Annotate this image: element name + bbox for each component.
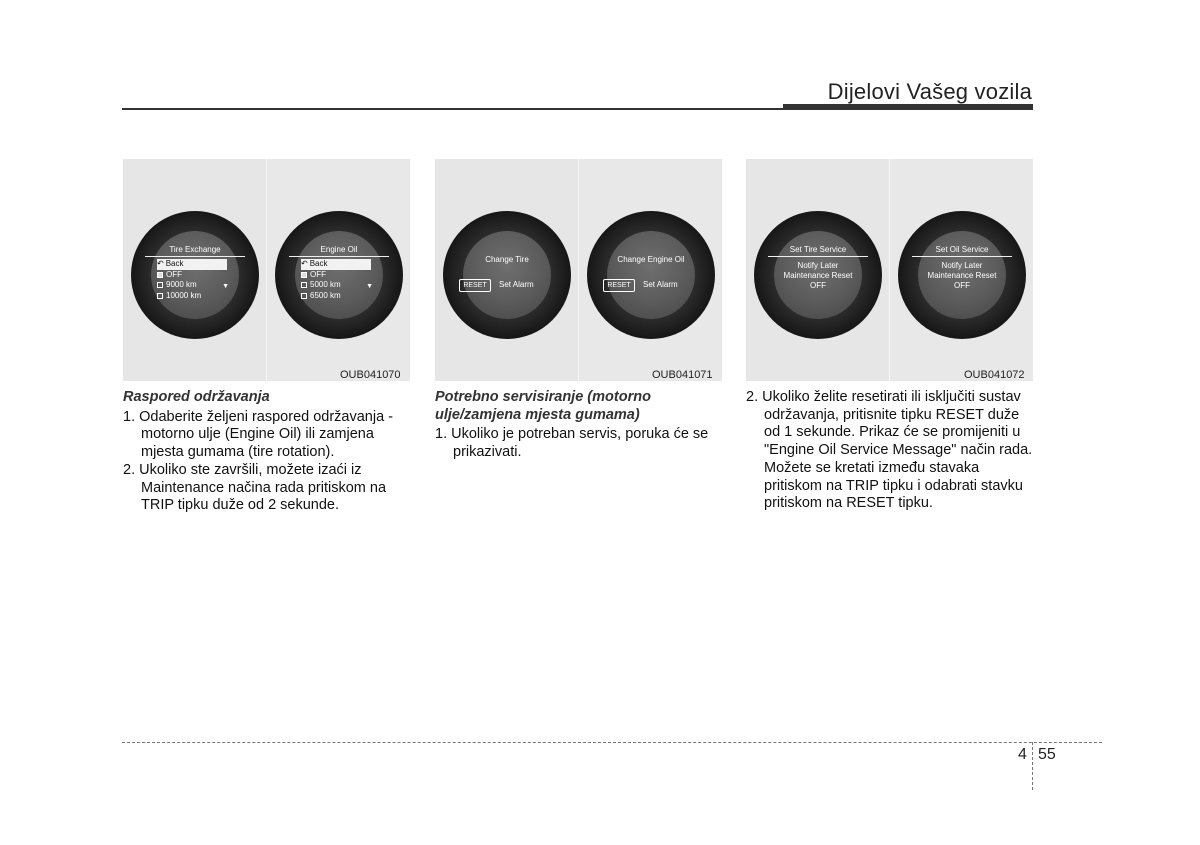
menu-item: OFF	[157, 270, 227, 281]
display-line: Maintenance Reset	[783, 271, 853, 280]
paragraph: Možete se kretati između stavaka pritiskom na TRIP tipku i odabrati stavku pritiskom na RESET tipku.	[764, 460, 1023, 511]
list-item: 2. Ukoliko želite resetirati ili isključiti sustav održavanja, pritisnite tipku RESET duže od 1 sekunde. Prikaz će se promijeniti u "Engine Oil Service Message" način rada.	[746, 389, 1033, 458]
checkbox-icon	[157, 282, 163, 288]
display-line: OFF	[954, 281, 970, 290]
cluster-display-set-oil-service	[898, 211, 1026, 339]
page-number: 55	[1038, 746, 1056, 763]
section-heading: Raspored održavanja	[123, 389, 270, 405]
figure-service-reset	[746, 159, 1033, 381]
menu-item: 9000 km	[157, 280, 227, 291]
display-title: Set Tire Service	[789, 245, 847, 254]
display-title: Change Engine Oil	[617, 255, 685, 264]
cluster-display-change-engine-oil	[587, 211, 715, 339]
header-rule	[122, 108, 787, 110]
menu-item-back: ↶ Back	[157, 259, 227, 270]
section-heading: Potrebno servisiranje (motorno ulje/zamjena mjesta gumama)	[435, 389, 651, 423]
list-item: 1. Ukoliko je potreban servis, poruka će se prikazivati.	[435, 426, 709, 460]
checkbox-icon	[157, 293, 163, 299]
header-rule-accent	[783, 104, 1033, 110]
display-action: Set Alarm	[499, 280, 534, 289]
display-menu	[157, 259, 227, 301]
text-column-reset	[746, 389, 1036, 513]
cluster-display-engine-oil	[275, 211, 403, 339]
checkbox-checked-icon	[157, 272, 163, 278]
display-title: Change Tire	[485, 255, 529, 264]
scroll-down-icon: ▼	[366, 283, 373, 290]
cluster-display-set-tire-service	[754, 211, 882, 339]
footer-rule	[122, 742, 1102, 743]
list-item: 1. Odaberite željeni raspored održavanja - motorno ulje (Engine Oil) ili zamjena mjesta gumama (tire rotation).	[123, 408, 394, 460]
display-line: Notify Later	[941, 261, 983, 270]
cluster-display-change-tire	[443, 211, 571, 339]
footer-divider	[1032, 742, 1033, 790]
menu-item: OFF	[301, 270, 371, 281]
figure-code: OUB041072	[964, 369, 1025, 381]
cluster-display-tire-exchange	[131, 211, 259, 339]
display-line: OFF	[810, 281, 826, 290]
scroll-down-icon: ▼	[222, 283, 229, 290]
figure-service-required	[435, 159, 722, 381]
menu-item: 5000 km	[301, 280, 371, 291]
menu-item: 6500 km	[301, 291, 371, 302]
menu-item-back: ↶ Back	[301, 259, 371, 270]
display-menu	[301, 259, 371, 301]
reset-button-label: RESET	[459, 279, 491, 292]
figure-code: OUB041070	[340, 369, 401, 381]
figure-maintenance-schedule	[123, 159, 410, 381]
list-item: 2. Ukoliko ste završili, možete izaći iz Maintenance načina rada pritiskom na TRIP tipku duže od 2 sekunde.	[123, 462, 387, 513]
reset-button-label: RESET	[603, 279, 635, 292]
display-title: Engine Oil	[320, 245, 358, 254]
figure-code: OUB041071	[652, 369, 713, 381]
chapter-number: 4	[1018, 746, 1027, 763]
display-line: Maintenance Reset	[927, 271, 997, 280]
checkbox-checked-icon	[301, 272, 307, 278]
checkbox-icon	[301, 293, 307, 299]
display-line: Notify Later	[797, 261, 839, 270]
text-column-schedule	[123, 389, 415, 516]
display-title: Set Oil Service	[935, 245, 989, 254]
display-action: Set Alarm	[643, 280, 678, 289]
checkbox-icon	[301, 282, 307, 288]
menu-item: 10000 km	[157, 291, 227, 302]
display-title: Tire Exchange	[169, 245, 221, 254]
text-column-service-required	[435, 389, 725, 462]
back-arrow-icon: ↶	[301, 259, 308, 268]
page-header-title: Dijelovi Vašeg vozila	[827, 79, 1032, 104]
back-arrow-icon: ↶	[157, 259, 164, 268]
